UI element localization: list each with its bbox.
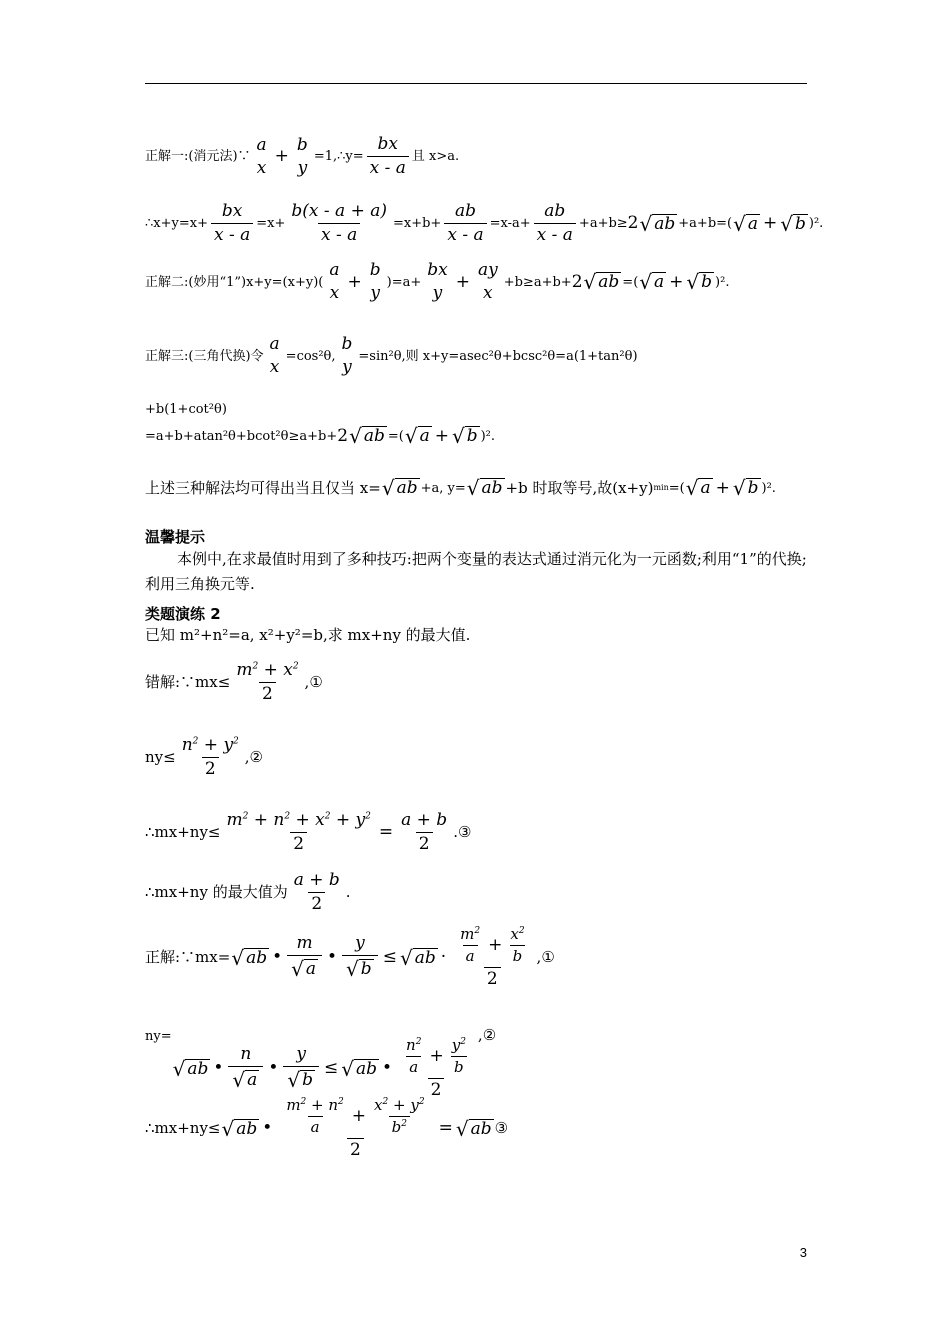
solution-3-line-2-text: +b(1+cot²θ): [145, 402, 227, 417]
right-l3-mark: ③: [494, 1119, 509, 1137]
right-l2-mark: ,②: [477, 1026, 497, 1044]
summary-mid2: +b 时取等号,故(x+y): [505, 478, 654, 497]
right-solution-line-2: [145, 1008, 496, 1099]
summary-end: )².: [761, 480, 776, 496]
nested-fraction-3: $\frac{m^2 + n^2}{a}$ + $\frac{x^2 + y^2}{b^2}$ 2: [286, 1096, 425, 1160]
fraction-b-x-minus-a-plus-a-over-x-minus-a: $\frac{b(x - a + a)}{x - a}$: [291, 201, 387, 245]
fraction-m-over-sqrt-a: m √ a: [287, 935, 322, 980]
fraction-bx-over-x-minus-a: $\frac{bx}{x - a}$: [211, 203, 253, 244]
fraction-b-over-y: b y: [369, 260, 381, 303]
wrong-solution-line-3: [145, 812, 471, 853]
right-l1-prefix: 正解:∵mx=: [145, 948, 231, 966]
fraction-b-over-y: b y: [341, 334, 353, 377]
fraction-b-over-y: b y: [296, 134, 308, 178]
solution-1-line-2: [145, 203, 823, 244]
fraction-a-over-x: a x: [269, 334, 280, 377]
solution-1-label: 正解一:(消元法)∵: [145, 149, 251, 164]
sqrt-ab: √ ab: [231, 945, 268, 970]
exercise-title: 类题演练 2: [145, 605, 221, 623]
sqrt-a: √ a: [639, 270, 665, 294]
solution-1-line-2-mid4: +a+b≥: [578, 216, 628, 231]
leq-sign: ≤: [382, 947, 397, 967]
solution-1-eq-text: =1,∴y=: [313, 149, 364, 164]
plus-sign: +: [434, 425, 449, 446]
wrong-l3-mark: .③: [453, 823, 472, 841]
bullet-dot: •: [272, 947, 283, 967]
plus-sign: +: [715, 477, 730, 498]
solution-1-line-2-prefix: ∴x+y=x+: [145, 216, 208, 231]
sqrt-a: √ a: [404, 424, 430, 448]
fraction-n2-plus-y2-over-2: $\frac{n^2 + y^2}{2}$: [181, 735, 239, 779]
wrong-solution-line-4: [145, 872, 351, 913]
fraction-n-over-sqrt-a: n √ a: [228, 1046, 263, 1091]
solution-3-line-1: [145, 336, 638, 376]
right-l1-mark: ,①: [536, 948, 555, 966]
sqrt-b: √ b: [780, 211, 806, 236]
solution-3-mid2: =sin²θ,则 x+y=asec²θ+bcsc²θ=a(1+tan²θ): [358, 348, 638, 364]
sqrt-ab: √ ab: [466, 476, 503, 500]
wrong-l3-prefix: ∴mx+ny≤: [145, 823, 221, 841]
plus-sign: +: [763, 213, 778, 233]
plus-sign: +: [669, 271, 684, 292]
solution-3-line-3-mid: =(: [387, 428, 404, 444]
solution-2-mid2: +b≥a+b+: [503, 274, 572, 290]
exercise-problem: 已知 m²+n²=a, x²+y²=b,求 mx+ny 的最大值.: [145, 626, 471, 644]
bullet-dot: •: [213, 1058, 224, 1078]
right-solution-line-3: [145, 1098, 508, 1159]
solution-3-line-3-end: )².: [480, 428, 496, 444]
page-number: 3: [799, 1245, 807, 1260]
coefficient-2: 2: [627, 213, 639, 233]
solution-3-line-2: [145, 402, 227, 416]
fraction-a-plus-b-over-2: $\frac{a + b}{2}$: [401, 810, 448, 854]
summary-prefix: 上述三种解法均可得出当且仅当 x=: [145, 478, 381, 497]
solution-3-line-3-prefix: =a+b+atan²θ+bcot²θ≥a+b+: [145, 428, 338, 444]
solution-1-line-2-mid5: +a+b=(: [678, 216, 733, 231]
sqrt-ab: √ ab: [172, 1056, 209, 1081]
right-l3-prefix: ∴mx+ny≤: [145, 1119, 221, 1137]
solution-3-line-3: [145, 426, 495, 446]
sqrt-a: √ a: [733, 211, 758, 236]
coefficient-2: 2: [337, 425, 349, 446]
sqrt-ab: √ ab: [341, 1056, 378, 1081]
solution-1-line-2-end: )².: [808, 216, 824, 231]
nested-fraction-1: $\frac{m^2}{a}$ + $\frac{x^2}{b}$ 2: [460, 925, 525, 989]
fraction-ab-over-x-minus-a: $\frac{ab}{x - a}$: [534, 203, 576, 244]
solution-2-line: [145, 262, 729, 302]
solution-2-mid3: =(: [622, 274, 639, 290]
fraction-ay-over-x: ay x: [477, 260, 498, 303]
summary-line: 上述三种解法均可得出当且仅当 x= √ ab +a, y= √ ab +b 时取等号,故(x+y) min =( √ a + √ b )².: [145, 476, 776, 500]
summary-mid3: =(: [668, 480, 685, 496]
wrong-l4-prefix: ∴mx+ny 的最大值为: [145, 883, 288, 901]
wrong-solution-line-2: [145, 737, 263, 778]
wrong-l4-end: .: [345, 883, 351, 901]
header-rule: [145, 83, 807, 84]
fraction-bx-over-x-minus-a: $\frac{bx}{x - a}$: [367, 136, 409, 177]
fraction-y-over-sqrt-b: y √ b: [342, 935, 378, 980]
sqrt-ab: √ ab: [455, 1116, 492, 1141]
solution-3-mid1: =cos²θ,: [285, 348, 336, 364]
sqrt-ab: √ ab: [639, 211, 676, 236]
sqrt-b: √ b: [451, 424, 478, 448]
sqrt-a: √ a: [685, 476, 711, 500]
tip-title: 温馨提示: [145, 528, 206, 546]
solution-2-label: 正解二:(妙用“1”)x+y=(x+y)(: [145, 274, 324, 290]
right-l2-prefix: ny=: [145, 1029, 172, 1044]
leq-sign: ≤: [323, 1058, 339, 1078]
bullet-dot: •: [382, 1058, 393, 1078]
wrong-solution-line-1: [145, 662, 323, 703]
fraction-ab-over-x-minus-a: $\frac{ab}{x - a}$: [444, 203, 486, 244]
fraction-m2-plus-x2-over-2: $\frac{m^2 + x^2}{2}$: [236, 660, 299, 704]
sqrt-ab: √ ab: [349, 424, 385, 448]
sqrt-ab: √ ab: [583, 270, 620, 294]
wrong-l2-mark: ,②: [244, 748, 263, 766]
bullet-dot: •: [327, 947, 338, 967]
plus-sign: +: [347, 271, 362, 292]
sqrt-b: √ b: [686, 270, 713, 294]
solution-2-mid1: )=a+: [386, 274, 422, 290]
plus-sign: +: [455, 271, 470, 292]
summary-mid1: +a, y=: [420, 480, 466, 496]
solution-1-line-2-mid1: =x+: [256, 216, 286, 231]
bullet-dot: •: [268, 1058, 279, 1078]
solution-1-tail: 且 x>a.: [411, 149, 460, 164]
fraction-sum-of-squares-over-2: $\frac{m^2 + n^2 + x^2 + y^2}{2}$: [226, 810, 371, 854]
coefficient-2: 2: [571, 271, 583, 292]
equals-sign: =: [378, 822, 394, 842]
solution-1-line-2-mid2: =x+b+: [392, 216, 442, 231]
solution-1-line-1: [145, 136, 459, 177]
solution-2-end: )².: [715, 274, 730, 290]
wrong-l1-prefix: 错解:∵mx≤: [145, 673, 231, 691]
tip-body: 本例中,在求最值时用到了多种技巧:把两个变量的表达式通过消元化为一元函数;利用“1”的代换;利用三角换元等.: [145, 550, 807, 593]
fraction-a-over-x: a x: [256, 134, 267, 178]
fraction-y-over-sqrt-b: y √ b: [283, 1046, 319, 1091]
fraction-a-plus-b-over-2: $\frac{a + b}{2}$: [293, 870, 340, 914]
fraction-a-over-x: a x: [329, 260, 340, 303]
sqrt-b: √ b: [732, 476, 759, 500]
right-solution-line-1: [145, 927, 555, 988]
equals-sign: =: [438, 1118, 453, 1138]
solution-3-label: 正解三:(三角代换)令: [145, 348, 264, 364]
wrong-l2-prefix: ny≤: [145, 748, 176, 766]
fraction-bx-over-y: bx y: [427, 260, 448, 303]
solution-1-line-2-mid3: =x-a+: [489, 216, 531, 231]
sqrt-ab: √ ab: [399, 945, 436, 970]
bullet-dot: ·: [440, 947, 447, 967]
plus-sign: +: [274, 146, 289, 166]
bullet-dot: •: [262, 1118, 273, 1138]
wrong-l1-mark: ,①: [304, 673, 323, 691]
nested-fraction-2: $\frac{n^2}{a}$ + $\frac{y^2}{b}$ 2: [406, 1036, 466, 1100]
sqrt-ab: √ ab: [221, 1116, 258, 1141]
sqrt-ab: √ ab: [381, 476, 418, 500]
